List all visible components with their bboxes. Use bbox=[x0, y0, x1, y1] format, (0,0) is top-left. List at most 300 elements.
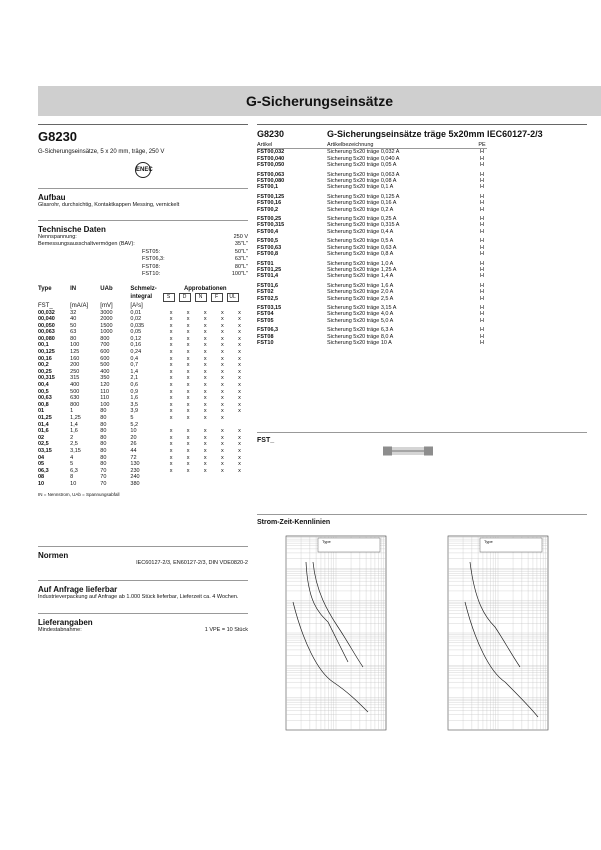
article-cell: H bbox=[480, 251, 484, 258]
table-cell: 240 bbox=[130, 474, 140, 481]
article-cell: Sicherung 5x20 träge 0,16 A bbox=[327, 200, 397, 207]
table-cell: x bbox=[238, 395, 241, 402]
table-cell: 00,25 bbox=[38, 368, 52, 375]
table-cell: x bbox=[238, 349, 241, 356]
table-cell: 80 bbox=[100, 447, 107, 454]
table-cell: 06,3 bbox=[38, 467, 49, 474]
tech-row bbox=[38, 256, 248, 264]
table-cell: 160 bbox=[70, 355, 80, 362]
table-cell: 120 bbox=[100, 382, 110, 389]
table-cell: x bbox=[203, 395, 207, 402]
table-cell: x bbox=[169, 349, 173, 356]
tech-data-list bbox=[38, 234, 248, 279]
table-cell: 500 bbox=[100, 362, 110, 369]
table-row bbox=[38, 356, 248, 363]
table-cell: x bbox=[238, 382, 241, 389]
article-cell: Sicherung 5x20 träge 0,63 A bbox=[327, 244, 397, 251]
table-footnote: IN = Nennstrom, UAb = Spannungsabfall bbox=[38, 491, 120, 497]
table-cell: 0,12 bbox=[130, 335, 142, 342]
table-cell: 72 bbox=[130, 454, 137, 461]
article-cell: FST00,315 bbox=[257, 222, 285, 229]
table-cell: 4 bbox=[70, 454, 74, 461]
table-cell: x bbox=[238, 329, 241, 336]
article-row bbox=[257, 258, 487, 267]
table-row bbox=[38, 382, 248, 389]
table-cell: x bbox=[186, 461, 190, 468]
article-cell: Sicherung 5x20 träge 0,05 A bbox=[327, 162, 397, 169]
table-cell: x bbox=[220, 388, 224, 395]
table-cell: x bbox=[203, 335, 207, 342]
article-cell: Sicherung 5x20 träge 1,25 A bbox=[327, 266, 397, 273]
table-cell: 600 bbox=[100, 349, 110, 356]
article-row bbox=[257, 340, 487, 346]
table-cell: x bbox=[203, 375, 207, 382]
table-cell: x bbox=[238, 461, 241, 468]
article-cell: FST00,050 bbox=[257, 162, 285, 169]
table-cell: 00,125 bbox=[38, 349, 55, 356]
table-cell: x bbox=[169, 401, 173, 408]
article-cell: FST00,1 bbox=[257, 184, 279, 191]
table-cell: x bbox=[203, 447, 207, 454]
table-cell: 04 bbox=[38, 454, 45, 461]
table-cell: x bbox=[238, 322, 241, 329]
table-cell: x bbox=[220, 316, 224, 323]
col-type: Type bbox=[38, 285, 52, 292]
table-cell: 80 bbox=[100, 441, 107, 448]
table-cell: 80 bbox=[100, 408, 107, 415]
table-cell: x bbox=[220, 428, 224, 435]
table-cell: x bbox=[220, 349, 224, 356]
tech-row bbox=[38, 271, 248, 279]
article-cell: FST00,63 bbox=[257, 244, 282, 251]
article-cell: Sicherung 5x20 träge 6,3 A bbox=[327, 327, 394, 334]
col-in: IN bbox=[70, 285, 77, 292]
table-cell: 02 bbox=[38, 434, 45, 441]
table-cell: x bbox=[186, 322, 190, 329]
page-title: G-Sicherungseinsätze bbox=[38, 86, 601, 116]
article-cell: H bbox=[480, 289, 484, 296]
table-cell: 80 bbox=[100, 415, 107, 421]
table-row bbox=[38, 342, 248, 349]
table-cell bbox=[214, 481, 231, 488]
table-cell: 3,9 bbox=[130, 408, 139, 415]
table-cell: 00,032 bbox=[38, 309, 55, 316]
table-cell: x bbox=[203, 316, 207, 323]
table-cell: x bbox=[186, 309, 190, 316]
article-cell: Sicherung 5x20 träge 1,4 A bbox=[327, 273, 394, 280]
table-cell: 315 bbox=[70, 375, 80, 382]
table-cell bbox=[163, 474, 180, 481]
col-artikel: Artikel bbox=[257, 142, 327, 149]
table-cell: x bbox=[220, 415, 224, 421]
article-cell: H bbox=[480, 149, 484, 156]
table-cell: 2000 bbox=[100, 316, 113, 323]
table-cell: x bbox=[220, 375, 224, 382]
table-row bbox=[38, 389, 248, 396]
table-cell: 0,9 bbox=[130, 388, 139, 395]
vde-icon: D bbox=[179, 293, 191, 302]
article-cell: H bbox=[480, 273, 484, 280]
table-cell: x bbox=[169, 408, 173, 415]
col-approbationen: Approbationen bbox=[183, 285, 227, 292]
fimko-icon: F bbox=[211, 293, 223, 302]
table-cell: 00,63 bbox=[38, 395, 52, 402]
table-cell: x bbox=[203, 368, 207, 375]
table-cell: x bbox=[238, 447, 241, 454]
table-cell: x bbox=[203, 415, 207, 421]
article-cell: Sicherung 5x20 träge 0,063 A bbox=[327, 171, 400, 178]
normen-heading: Normen bbox=[38, 546, 248, 560]
table-cell bbox=[231, 422, 248, 429]
article-cell: FST00,080 bbox=[257, 178, 285, 185]
table-cell: x bbox=[203, 467, 207, 474]
table-cell: 10 bbox=[38, 480, 45, 487]
article-cell: Sicherung 5x20 träge 0,25 A bbox=[327, 216, 397, 223]
tech-value: 50"L" bbox=[234, 248, 248, 255]
article-cell: Sicherung 5x20 träge 2,0 A bbox=[327, 289, 394, 296]
tech-key: FST10: bbox=[142, 271, 161, 277]
semko-icon: S bbox=[163, 293, 175, 302]
tech-key: Nennspannung: bbox=[38, 233, 77, 240]
table-cell: x bbox=[220, 329, 224, 336]
table-cell: 1000 bbox=[100, 329, 113, 336]
article-cell: H bbox=[480, 266, 484, 273]
col-uab: UAb bbox=[100, 285, 113, 292]
article-title: G-Sicherungseinsätze träge 5x20mm IEC60127-2/3 bbox=[327, 129, 543, 139]
table-cell: 3,15 bbox=[70, 447, 81, 454]
table-cell: 5 bbox=[70, 461, 74, 468]
table-cell: 0,4 bbox=[130, 355, 139, 362]
table-cell: x bbox=[169, 467, 173, 474]
table-cell: 70 bbox=[100, 467, 107, 474]
article-cell: H bbox=[480, 282, 484, 289]
col-pe: PE bbox=[478, 142, 486, 148]
table-cell: 230 bbox=[130, 467, 140, 474]
table-cell: 40 bbox=[70, 316, 77, 323]
table-cell: x bbox=[238, 454, 241, 461]
article-cell: FST00,040 bbox=[257, 155, 285, 162]
table-row bbox=[38, 362, 248, 369]
table-cell: x bbox=[238, 408, 241, 415]
table-cell: x bbox=[169, 329, 173, 336]
table-cell: 2,1 bbox=[130, 375, 139, 382]
article-cell: H bbox=[480, 184, 484, 191]
article-cell: FST00,032 bbox=[257, 149, 285, 156]
anfrage-text: Industrieverpackung auf Anfrage ab 1.000 Stück lieferbar, Lieferzeit ca. 4 Wochen. bbox=[38, 593, 239, 600]
aufbau-text: Glasrohr, durchsichtig, Kontaktkappen Messing, vernickelt bbox=[38, 202, 180, 208]
table-row bbox=[38, 428, 248, 435]
table-cell: x bbox=[238, 428, 241, 435]
table-row bbox=[38, 481, 248, 488]
table-cell: 1,6 bbox=[70, 428, 78, 435]
tech-key: FST05: bbox=[142, 248, 161, 255]
table-cell: 70 bbox=[100, 480, 107, 487]
enec-cert-icon: ENEC bbox=[135, 162, 151, 178]
table-cell: x bbox=[186, 447, 190, 454]
table-cell: x bbox=[186, 388, 190, 395]
table-cell: 03,15 bbox=[38, 447, 52, 454]
table-cell: 01,4 bbox=[38, 421, 49, 428]
col-fst: FST_ bbox=[38, 302, 53, 309]
table-cell: 110 bbox=[100, 388, 110, 395]
table-row bbox=[38, 369, 248, 376]
article-cell: FST00,5 bbox=[257, 238, 279, 245]
table-cell: x bbox=[203, 355, 207, 362]
table-cell: x bbox=[169, 335, 173, 342]
article-cell: FST00,25 bbox=[257, 216, 282, 223]
table-cell: 0,035 bbox=[130, 322, 145, 329]
table-cell: x bbox=[203, 388, 207, 395]
tech-heading: Technische Daten bbox=[38, 220, 248, 234]
table-cell: 1,6 bbox=[130, 395, 139, 402]
table-cell: x bbox=[186, 434, 190, 441]
tech-value: 80"L" bbox=[234, 263, 248, 270]
table-cell: x bbox=[169, 309, 173, 316]
article-cell: Sicherung 5x20 träge 1,0 A bbox=[327, 260, 394, 267]
table-cell: x bbox=[186, 454, 190, 461]
table-cell: x bbox=[169, 362, 173, 369]
table-cell: 00,080 bbox=[38, 335, 55, 342]
tech-row bbox=[38, 234, 248, 242]
table-cell: 1,4 bbox=[130, 368, 139, 375]
table-cell: x bbox=[220, 368, 224, 375]
table-cell: x bbox=[220, 382, 224, 389]
table-cell: 80 bbox=[100, 421, 107, 428]
article-cell: FST00,125 bbox=[257, 193, 285, 200]
table-row bbox=[38, 375, 248, 382]
article-cell: Sicherung 5x20 träge 8,0 A bbox=[327, 333, 394, 340]
article-cell: H bbox=[480, 238, 484, 245]
table-cell: x bbox=[169, 447, 173, 454]
article-cell: Sicherung 5x20 träge 0,2 A bbox=[327, 206, 394, 213]
table-cell: x bbox=[186, 467, 190, 474]
table-cell: 50 bbox=[70, 322, 77, 329]
table-cell: 32 bbox=[70, 309, 77, 316]
table-cell: x bbox=[186, 441, 190, 448]
mindestabnahme-label: Mindestabnahme: bbox=[38, 627, 82, 633]
table-cell: 0,05 bbox=[130, 329, 142, 336]
table-cell bbox=[231, 415, 248, 422]
table-cell: x bbox=[186, 349, 190, 356]
table-cell: 1500 bbox=[100, 322, 113, 329]
table-cell: 100 bbox=[70, 342, 80, 349]
article-cell: H bbox=[480, 260, 484, 267]
table-row bbox=[38, 474, 248, 481]
article-cell: Sicherung 5x20 träge 0,8 A bbox=[327, 251, 394, 258]
table-cell bbox=[197, 474, 214, 481]
article-cell: FST03,15 bbox=[257, 304, 282, 311]
table-cell: 5,2 bbox=[130, 421, 139, 428]
table-cell: x bbox=[169, 395, 173, 402]
table-cell: x bbox=[186, 401, 190, 408]
table-cell: 00,063 bbox=[38, 329, 55, 336]
article-cell: H bbox=[480, 206, 484, 213]
col-integral: integral bbox=[130, 294, 153, 300]
table-cell: 44 bbox=[130, 447, 137, 454]
article-row bbox=[257, 280, 487, 289]
fuse-image bbox=[383, 446, 433, 456]
article-cell: H bbox=[480, 155, 484, 162]
table-cell: 00,16 bbox=[38, 355, 52, 362]
table-row bbox=[38, 422, 248, 429]
table-cell: 125 bbox=[70, 349, 80, 356]
table-cell: 8 bbox=[70, 474, 74, 481]
table-row bbox=[38, 310, 248, 317]
tech-value: 35"L" bbox=[234, 241, 248, 247]
table-cell: x bbox=[186, 335, 190, 342]
table-cell bbox=[163, 481, 180, 488]
table-cell: x bbox=[169, 322, 173, 329]
article-cell: H bbox=[480, 333, 484, 340]
table-cell: x bbox=[203, 309, 207, 316]
table-cell: x bbox=[169, 382, 173, 389]
table-cell: 380 bbox=[130, 480, 140, 487]
table-cell: x bbox=[203, 342, 207, 349]
table-cell: x bbox=[186, 368, 190, 375]
table-cell: 110 bbox=[100, 395, 110, 402]
article-cell: FST00,063 bbox=[257, 171, 285, 178]
table-cell: 200 bbox=[70, 362, 80, 369]
table-cell: x bbox=[238, 355, 241, 362]
table-cell: x bbox=[203, 401, 207, 408]
article-row bbox=[257, 324, 487, 333]
approval-icons bbox=[163, 293, 248, 302]
table-cell: 00,5 bbox=[38, 388, 49, 395]
table-row bbox=[38, 448, 248, 455]
graph2-type-label: Type bbox=[484, 539, 493, 544]
table-cell: x bbox=[186, 395, 190, 402]
article-row bbox=[257, 191, 487, 200]
article-cell: FST00,8 bbox=[257, 251, 279, 258]
article-row bbox=[257, 149, 487, 156]
table-cell: 0,6 bbox=[130, 382, 139, 389]
table-cell: 00,2 bbox=[38, 362, 49, 369]
table-cell: x bbox=[220, 309, 224, 316]
article-cell: H bbox=[480, 171, 484, 178]
article-table bbox=[257, 142, 487, 346]
article-cell: FST02,5 bbox=[257, 295, 279, 302]
table-cell: 80 bbox=[100, 461, 107, 468]
table-cell: x bbox=[220, 441, 224, 448]
spec-table bbox=[38, 285, 248, 488]
article-cell: Sicherung 5x20 träge 3,15 A bbox=[327, 304, 397, 311]
table-cell: x bbox=[238, 368, 241, 375]
table-row bbox=[38, 336, 248, 343]
tech-row bbox=[38, 264, 248, 272]
table-cell: 00,8 bbox=[38, 401, 49, 408]
col-schmelz: Schmelz- bbox=[130, 285, 157, 292]
table-cell: 05 bbox=[38, 461, 45, 468]
article-cell: H bbox=[480, 193, 484, 200]
table-cell bbox=[231, 474, 248, 481]
table-cell: x bbox=[238, 342, 241, 349]
table-cell: 01,25 bbox=[38, 415, 52, 421]
table-cell: 500 bbox=[70, 388, 80, 395]
model-number: G8230 bbox=[38, 124, 248, 144]
table-cell: x bbox=[220, 447, 224, 454]
table-cell: 01 bbox=[38, 408, 45, 415]
tech-value: 250 V bbox=[233, 233, 248, 240]
table-cell: x bbox=[238, 434, 241, 441]
table-cell: 0,24 bbox=[130, 349, 142, 356]
table-cell: 1 bbox=[70, 408, 74, 415]
table-cell: x bbox=[238, 362, 241, 369]
table-cell: 26 bbox=[130, 441, 137, 448]
table-cell: x bbox=[186, 415, 190, 421]
table-cell: x bbox=[169, 441, 173, 448]
table-cell: 02,5 bbox=[38, 441, 49, 448]
table-cell bbox=[197, 422, 214, 429]
table-cell: x bbox=[186, 329, 190, 336]
table-cell: 600 bbox=[100, 355, 110, 362]
table-cell: 3000 bbox=[100, 309, 113, 316]
article-cell: H bbox=[480, 339, 484, 346]
table-cell: x bbox=[203, 434, 207, 441]
anfrage-heading: Auf Anfrage lieferbar bbox=[38, 580, 248, 594]
article-cell: Sicherung 5x20 träge 5,0 A bbox=[327, 317, 394, 324]
normen-text: IEC60127-2/3, EN60127-2/3, DIN VDE0820-2 bbox=[136, 560, 248, 566]
table-cell: 2 bbox=[70, 434, 74, 441]
article-model: G8230 bbox=[257, 129, 285, 139]
table-cell: x bbox=[220, 342, 224, 349]
table-row bbox=[38, 316, 248, 323]
table-cell: 80 bbox=[100, 434, 107, 441]
table-cell: 800 bbox=[100, 335, 110, 342]
table-cell: x bbox=[203, 441, 207, 448]
article-row bbox=[257, 169, 487, 178]
col-bezeichnung: Artikelbezeichnung bbox=[327, 142, 477, 149]
article-cell: H bbox=[480, 317, 484, 324]
table-cell: x bbox=[203, 428, 207, 435]
table-cell: 08 bbox=[38, 474, 45, 481]
table-cell: 80 bbox=[100, 454, 107, 461]
table-cell: 10 bbox=[130, 428, 137, 435]
article-cell: H bbox=[480, 228, 484, 235]
table-row bbox=[38, 468, 248, 475]
table-row bbox=[38, 395, 248, 402]
article-cell: H bbox=[480, 295, 484, 302]
table-cell: 6,3 bbox=[70, 467, 78, 474]
table-cell: 400 bbox=[70, 382, 80, 389]
article-cell: FST02 bbox=[257, 289, 274, 296]
table-cell: 3,5 bbox=[130, 401, 139, 408]
table-row bbox=[38, 408, 248, 415]
unit-mv: [mV] bbox=[100, 302, 113, 309]
table-cell: x bbox=[169, 375, 173, 382]
article-cell: H bbox=[480, 162, 484, 169]
table-row bbox=[38, 441, 248, 448]
lieferangaben-heading: Lieferangaben bbox=[38, 613, 248, 627]
article-cell: FST08 bbox=[257, 333, 274, 340]
table-cell: 20 bbox=[130, 434, 137, 441]
table-cell: x bbox=[203, 329, 207, 336]
table-cell bbox=[214, 422, 231, 429]
article-cell: Sicherung 5x20 träge 0,5 A bbox=[327, 238, 394, 245]
model-subtitle: G-Sicherungseinsätze, 5 x 20 mm, träge, 250 V bbox=[38, 149, 165, 155]
table-cell bbox=[231, 481, 248, 488]
table-cell: x bbox=[238, 401, 241, 408]
article-cell: Sicherung 5x20 träge 10 A bbox=[327, 339, 392, 346]
table-cell: x bbox=[169, 434, 173, 441]
table-cell: 630 bbox=[70, 395, 80, 402]
table-cell: 63 bbox=[70, 329, 77, 336]
unit-ma: [mA/A] bbox=[70, 302, 89, 309]
article-cell: H bbox=[480, 244, 484, 251]
article-cell: H bbox=[480, 178, 484, 185]
article-cell: Sicherung 5x20 träge 0,4 A bbox=[327, 228, 394, 235]
table-cell: 100 bbox=[100, 401, 110, 408]
table-row bbox=[38, 435, 248, 442]
